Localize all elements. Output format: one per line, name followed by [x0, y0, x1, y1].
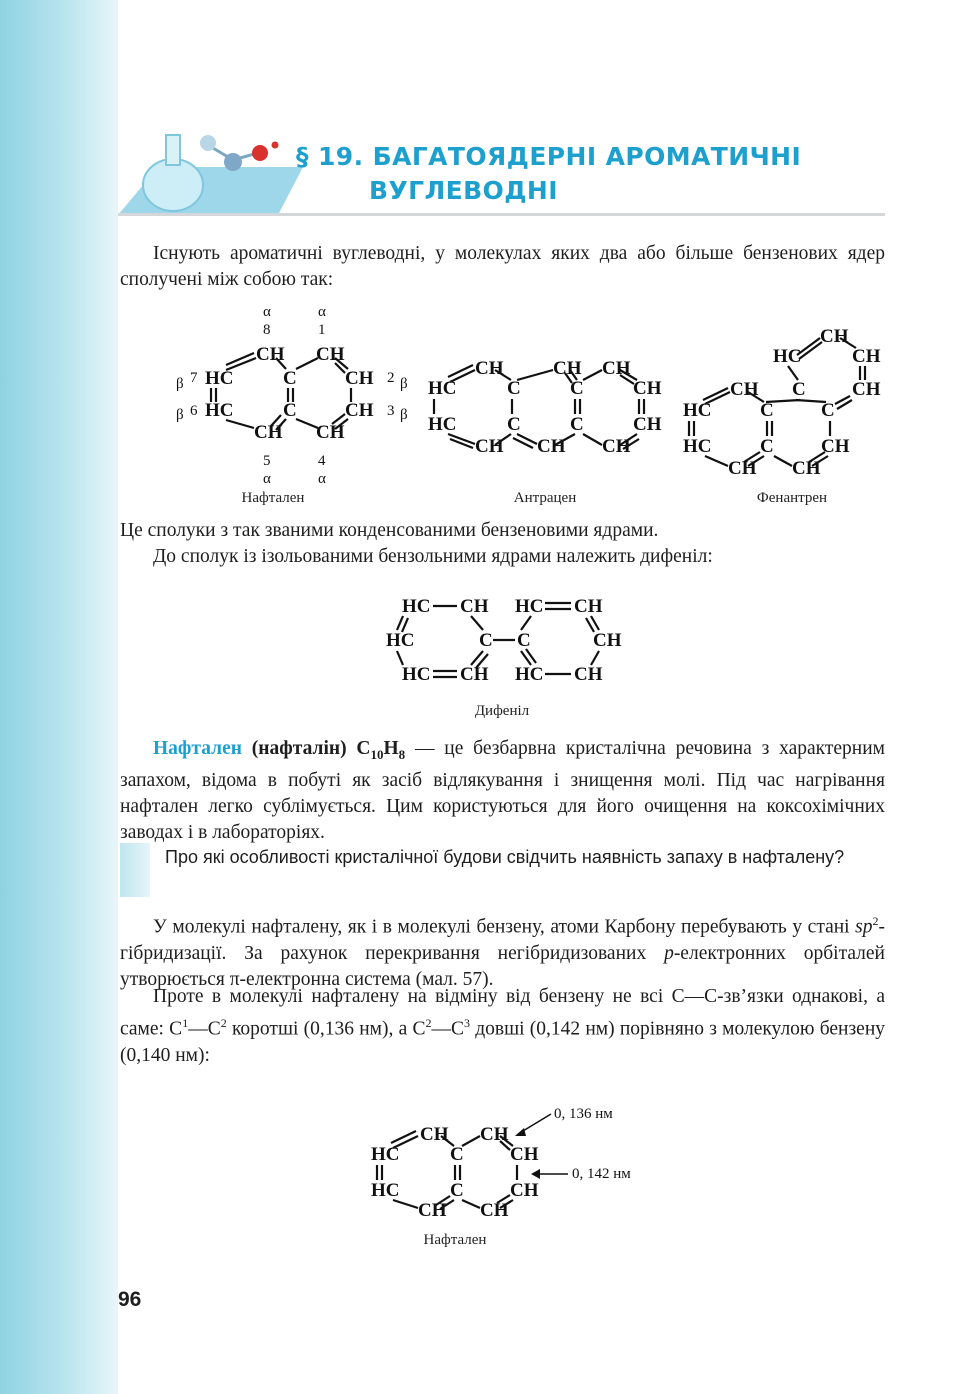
red-atom-icon — [252, 145, 268, 161]
atom-ch: CH — [537, 436, 566, 457]
position-4: 4 — [318, 453, 326, 469]
atom-ch: CH — [574, 596, 603, 617]
atom-ch: CH — [316, 422, 345, 443]
condensed-paragraph: Це сполуки з так званими конденсованими бензеновими ядрами. — [120, 520, 659, 541]
atom-ch: CH — [633, 378, 662, 399]
atom-ch: CH — [345, 368, 374, 389]
question-text: Про які особливості кристалічної будови свідчить наявність запаху в нафталену? — [165, 847, 845, 867]
alpha-label: α — [263, 471, 271, 487]
title-line-1: БАГАТОЯДЕРНІ АРОМАТИЧНІ — [372, 142, 802, 171]
atom-ch: CH — [460, 596, 489, 617]
phenanthrene-formula — [680, 320, 895, 485]
atom-ch: CH — [730, 379, 759, 400]
atom-hc: HC — [386, 630, 415, 651]
naphthalene-paragraph: Нафтален (нафталін) $C_{10}H_8$ — це безбарвна кристалічна речовина з характерним запахом, відома в побуті як засіб відлякування і знищення молі. Під час нагрівання нафтален легко сублімується. Цим користуються для його очищення на коксохімічних заводах і в лабораторіях. — [120, 738, 886, 843]
atom-ch: CH — [792, 458, 821, 479]
position-8: 8 — [263, 322, 271, 338]
position-2: 2 — [387, 370, 395, 386]
atom-ch: CH — [316, 344, 345, 365]
atom-hc: HC — [773, 346, 802, 367]
position-7: 7 — [190, 370, 198, 386]
side-color-strip — [0, 0, 118, 1394]
caption-anthracene: Антрацен — [513, 490, 577, 506]
atom-c: C — [821, 400, 835, 421]
atom-ch: CH — [420, 1124, 449, 1145]
atom-hc: HC — [402, 664, 431, 685]
atom-hc: HC — [371, 1180, 400, 1201]
question-marker — [120, 843, 150, 897]
atom-ch: CH — [475, 358, 504, 379]
atom-ch: CH — [728, 458, 757, 479]
atom-c: C — [507, 414, 521, 435]
atom-icon — [200, 135, 216, 151]
page-number: 96 — [118, 1288, 142, 1311]
atom-hc: HC — [402, 596, 431, 617]
caption-phenanthrene: Фенантрен — [756, 490, 828, 506]
title-line-2: ВУГЛЕВОДНІ — [369, 176, 558, 205]
position-1: 1 — [318, 322, 326, 338]
section-title — [296, 140, 856, 208]
naphthalene-formula — [170, 302, 420, 490]
atom-c: C — [570, 378, 584, 399]
atom-c: C — [450, 1144, 464, 1165]
atom-ch: CH — [480, 1124, 509, 1145]
atom-ch: CH — [475, 436, 504, 457]
alpha-label: α — [318, 471, 326, 487]
header-divider — [118, 213, 885, 216]
atom-hc: HC — [205, 368, 234, 389]
position-5: 5 — [263, 453, 271, 469]
atom-c: C — [450, 1180, 464, 1201]
alpha-label: α — [263, 304, 271, 320]
atom-hc: HC — [371, 1144, 400, 1165]
atom-ch: CH — [852, 346, 881, 367]
atom-c: C — [283, 400, 297, 421]
atom-hc: HC — [515, 596, 544, 617]
hybridization-paragraph: У молекулі нафталену, як і в молекулі бензену, атоми Карбону перебувають у стані $sp^2$-гібридизації. За рахунок перекривання негібридизованих p-електронних орбіталей утворюється π-електронна система (мал. 57). — [120, 914, 886, 990]
atom-ch: CH — [418, 1200, 447, 1221]
atom-hc: HC — [515, 664, 544, 685]
atom-ch: CH — [553, 358, 582, 379]
atom-c: C — [792, 379, 806, 400]
atom-hc: HC — [683, 436, 712, 457]
bond-length-paragraph: Проте в молекулі нафталену на відміну від бензену не всі C—C-зв’язки однакові, а саме: $C^1—C^2$ коротші (0,136 нм), а $C^2—C^3$ довші (0,142 нм) порівняно з молекулою бензену (0,140 нм): — [120, 986, 886, 1066]
naphthalene-bond-length-formula — [368, 1098, 658, 1226]
beta-label: β — [400, 376, 408, 392]
atom-ch: CH — [256, 344, 285, 365]
atom-ch: CH — [460, 664, 489, 685]
atom-ch: CH — [574, 664, 603, 685]
alpha-label: α — [318, 304, 326, 320]
long-bond-label: 0, 142 нм — [572, 1166, 631, 1182]
flask-icon — [143, 159, 203, 211]
atom-c: C — [479, 630, 493, 651]
beta-label: β — [400, 407, 408, 423]
atom-ch: CH — [602, 358, 631, 379]
atom-ch: CH — [852, 379, 881, 400]
atom-hc: HC — [428, 414, 457, 435]
atom-ch: CH — [821, 436, 850, 457]
atom-ch: CH — [345, 400, 374, 421]
atom-ch: CH — [633, 414, 662, 435]
diphenyl-formula — [383, 590, 633, 690]
anthracene-formula — [425, 350, 675, 460]
short-bond-label: 0, 136 нм — [554, 1106, 613, 1122]
atom-hc: HC — [205, 400, 234, 421]
atom-ch: CH — [510, 1144, 539, 1165]
beta-label: β — [176, 376, 184, 392]
atom-hc: HC — [428, 378, 457, 399]
atom-c: C — [517, 630, 531, 651]
atom-c: C — [283, 368, 297, 389]
position-3: 3 — [387, 403, 395, 419]
atom-ch: CH — [510, 1180, 539, 1201]
beta-label: β — [176, 407, 184, 423]
atom-ch: CH — [254, 422, 283, 443]
atom-ch: CH — [593, 630, 622, 651]
atom-hc: HC — [683, 400, 712, 421]
term-naphthalene: Нафтален — [153, 738, 242, 759]
atom-c: C — [760, 400, 774, 421]
chemistry-flask-illustration — [118, 115, 303, 220]
atom-ch: CH — [602, 436, 631, 457]
atom-c: C — [760, 436, 774, 457]
position-6: 6 — [190, 403, 198, 419]
caption-diphenyl: Дифеніл — [474, 703, 530, 719]
section-number: § 19. — [296, 142, 364, 171]
caption-naphthalene-bottom: Нафтален — [423, 1232, 487, 1248]
atom-ch: CH — [820, 326, 849, 347]
atom-ch: CH — [480, 1200, 509, 1221]
isolated-paragraph: До сполук із ізольованими бензольними ядрами належить дифеніл: — [153, 546, 713, 567]
atom-icon — [224, 153, 242, 171]
atom-c: C — [570, 414, 584, 435]
caption-naphthalene: Нафтален — [241, 490, 305, 506]
atom-c: C — [507, 378, 521, 399]
intro-paragraph: Існують ароматичні вуглеводні, у молекулах яких два або більше бензенових ядер сполучені між собою так: — [120, 243, 885, 290]
